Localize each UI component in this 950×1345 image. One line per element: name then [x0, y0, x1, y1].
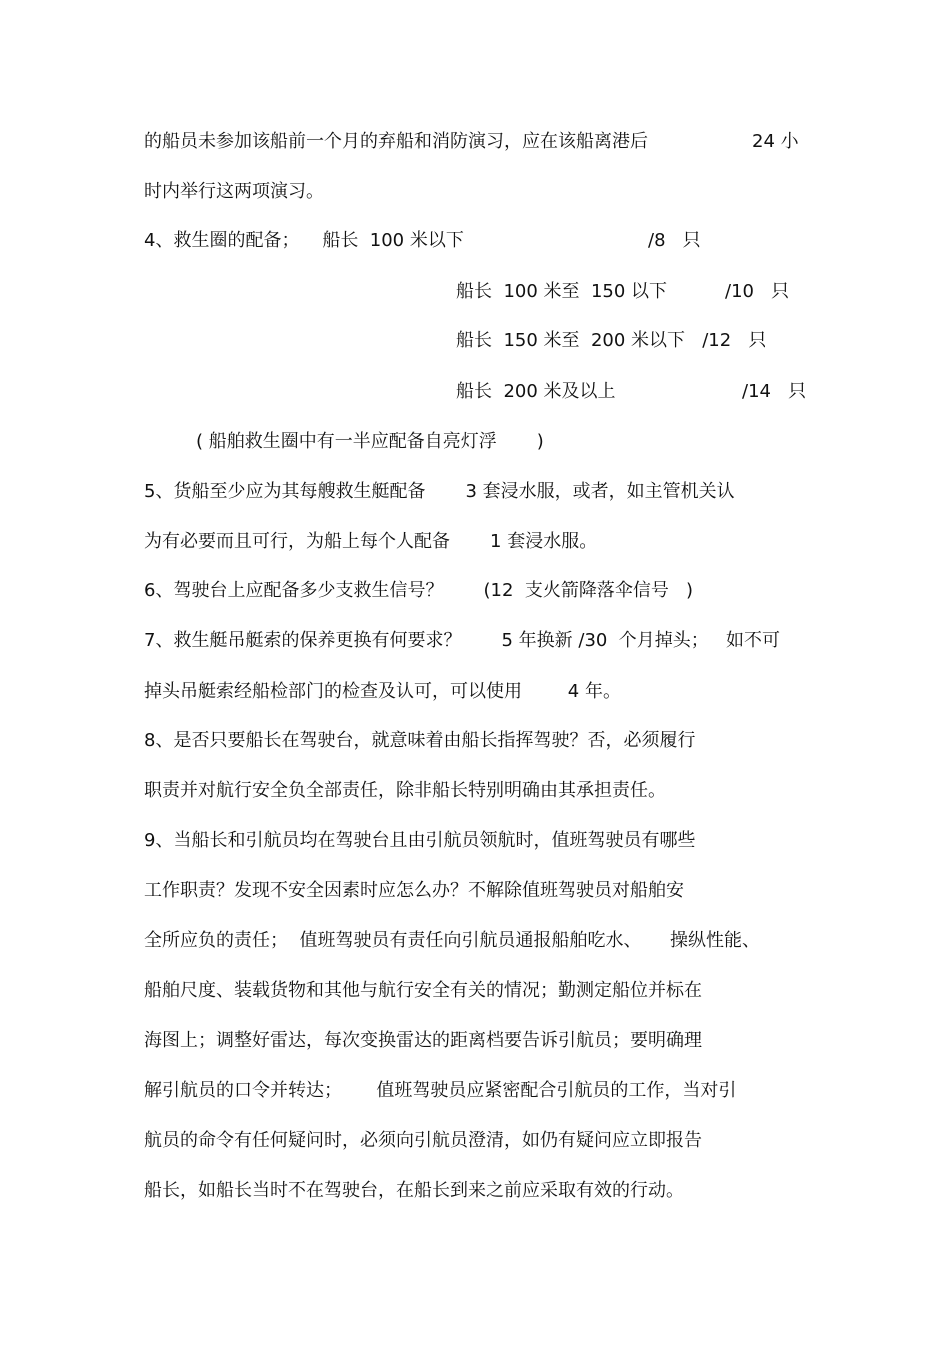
text-line: /8 只 [648, 230, 701, 251]
text-line: 船长，如船长当时不在驾驶台，在船长到来之前应采取有效的行动。 [144, 1180, 684, 1201]
text-line: /10 只 [725, 281, 790, 302]
text-line: 掉头吊艇索经船检部门的检查及认可，可以使用 4 年。 [144, 681, 621, 702]
text-line: 为有必要而且可行，为船上每个人配备 1 套浸水服。 [144, 531, 598, 552]
text-line: 船长 100 米至 150 以下 [456, 281, 668, 302]
text-line: 解引航员的口令并转达； 值班驾驶员应紧密配合引航员的工作，当对引 [144, 1080, 737, 1101]
text-line: 24 小 [752, 131, 799, 152]
text-line: /14 只 [742, 381, 807, 402]
text-line: 船长 200 米及以上 [456, 381, 616, 402]
text-line: 工作职责？发现不安全因素时应怎么办？不解除值班驾驶员对船舶安 [144, 880, 684, 901]
text-line: 8、是否只要船长在驾驶台，就意味着由船长指挥驾驶？否，必须履行 [144, 730, 696, 751]
text-line: 船舶尺度、装载货物和其他与航行安全有关的情况；勤测定船位并标在 [144, 980, 702, 1001]
text-line: 5、货船至少应为其每艘救生艇配备 3 套浸水服，或者，如主管机关认 [144, 481, 735, 502]
text-line: 6、驾驶台上应配备多少支救生信号？ (12 支火箭降落伞信号 ) [144, 580, 694, 601]
text-line: 航员的命令有任何疑问时，必须向引航员澄清，如仍有疑问应立即报告 [144, 1130, 702, 1151]
text-line: ( 船舶救生圈中有一半应配备自亮灯浮 ) [196, 431, 544, 452]
text-line: 9、当船长和引航员均在驾驶台且由引航员领航时，值班驾驶员有哪些 [144, 830, 696, 851]
text-line: 7、救生艇吊艇索的保养更换有何要求？ 5 年换新 /30 个月掉头； 如不可 [144, 630, 780, 651]
text-line: 全所应负的责任； 值班驾驶员有责任向引航员通报船舶吃水、 操纵性能、 [144, 930, 761, 951]
text-line: 时内举行这两项演习。 [144, 181, 324, 202]
text-line: 的船员未参加该船前一个月的弃船和消防演习，应在该船离港后 [144, 131, 648, 152]
text-line: 职责并对航行安全负全部责任，除非船长特别明确由其承担责任。 [144, 780, 666, 801]
text-line: 船长 150 米至 200 米以下 /12 只 [456, 330, 767, 351]
text-line: 4、救生圈的配备； 船长 100 米以下 [144, 230, 464, 251]
text-line: 海图上；调整好雷达，每次变换雷达的距离档要告诉引航员；要明确理 [144, 1030, 702, 1051]
